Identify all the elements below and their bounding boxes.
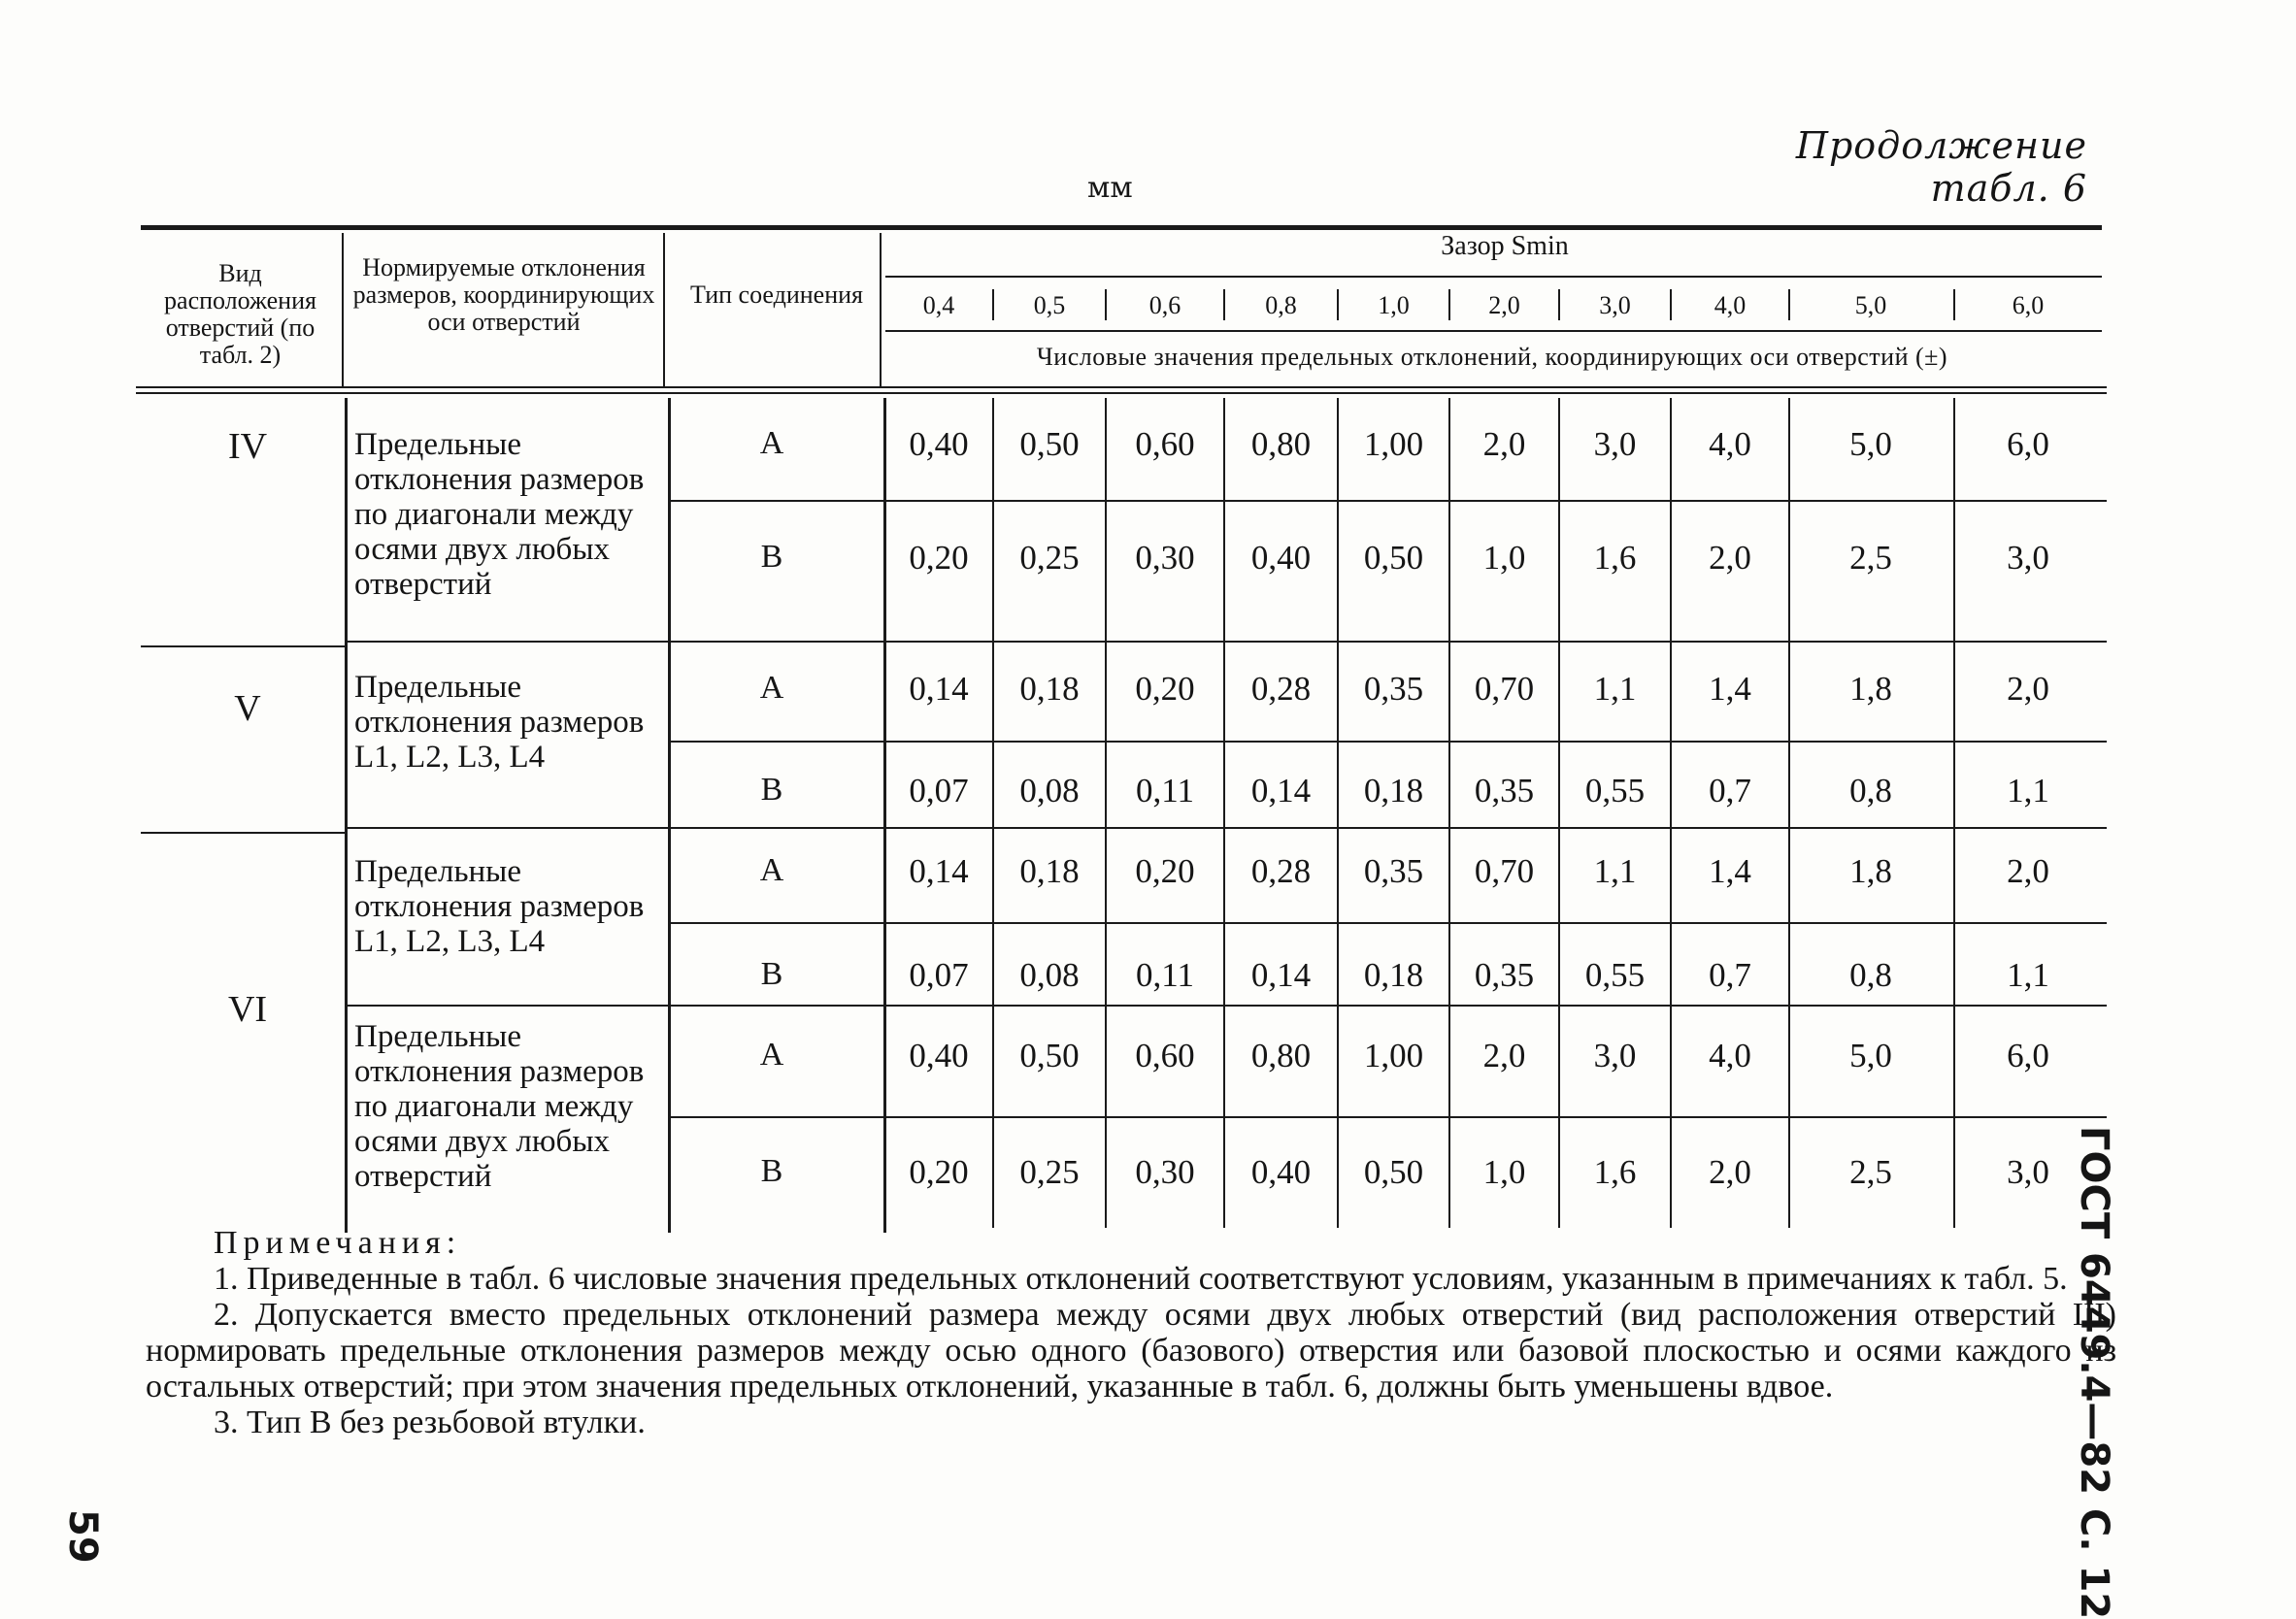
deviation-value: 0,40 — [1250, 539, 1312, 577]
deviation-value: 2,0 — [1709, 539, 1751, 577]
deviation-value: 6,0 — [2007, 1037, 2049, 1074]
connection-type: В — [760, 1153, 783, 1189]
deviation-value: 0,40 — [1250, 1153, 1312, 1191]
gap-divider — [992, 289, 994, 320]
deviation-value: 0,14 — [1250, 956, 1312, 994]
gap-value: 6,0 — [2012, 291, 2045, 319]
header-bottom-rule-2 — [136, 392, 2107, 394]
deviation-value: 0,8 — [1849, 956, 1892, 994]
row-rule — [348, 827, 2107, 829]
group-rule — [141, 645, 347, 647]
deviation-value: 0,40 — [909, 1037, 969, 1074]
gap-rule — [885, 276, 2102, 278]
body-divider — [883, 398, 886, 1233]
connection-type: А — [759, 425, 784, 461]
gap-divider — [1558, 289, 1560, 320]
deviation-value: 1,6 — [1593, 1153, 1637, 1191]
deviation-value: 4,0 — [1709, 1037, 1751, 1074]
numeric-caption: Числовые значения предельных отклонений, координирующих оси отверстий (±) — [1036, 343, 1948, 371]
deviation-description: Предельные отклонения размеров по диагонали между осями двух любых отверстий — [354, 1019, 645, 1194]
deviation-value: 5,0 — [1849, 425, 1892, 463]
deviation-value: 0,07 — [909, 956, 969, 994]
deviation-value: 0,70 — [1474, 852, 1535, 890]
connection-type: В — [760, 772, 783, 808]
gap-value: 5,0 — [1854, 291, 1887, 319]
gap-divider — [1953, 289, 1955, 320]
deviation-value: 0,8 — [1849, 772, 1892, 810]
deviation-value: 0,35 — [1474, 772, 1535, 810]
header-vid: Вид расположения отверстий (по табл. 2) — [164, 259, 316, 369]
group-rule — [141, 832, 347, 834]
deviation-value: 1,00 — [1363, 425, 1424, 463]
deviation-value: 1,1 — [2007, 956, 2049, 994]
header-divider — [342, 233, 344, 388]
header-gap: Зазор Smin — [1441, 231, 1569, 261]
body-divider — [992, 398, 994, 1228]
page-number: 59 — [60, 1509, 105, 1564]
deviation-value: 0,70 — [1474, 670, 1535, 708]
deviation-value: 0,25 — [1019, 1153, 1080, 1191]
deviation-value: 0,14 — [909, 852, 969, 890]
connection-type: А — [759, 1037, 784, 1073]
table-top-rule — [141, 225, 2102, 230]
gap-divider — [1670, 289, 1672, 320]
deviation-value: 1,00 — [1363, 1037, 1424, 1074]
note-1: 1. Приведенные в табл. 6 числовые значения предельных отклонений соответствуют условиям, указанным в примечаниях к табл. 5. — [214, 1261, 2068, 1297]
location-type: VI — [227, 989, 268, 1030]
gap-value: 4,0 — [1714, 291, 1747, 319]
deviation-description: Предельные отклонения размеров L1, L2, L3, L4 — [354, 670, 645, 775]
gap-divider — [1788, 289, 1790, 320]
deviation-value: 0,30 — [1135, 1153, 1195, 1191]
deviation-value: 0,14 — [1250, 772, 1312, 810]
body-divider — [345, 398, 348, 1233]
location-type: V — [234, 688, 261, 729]
deviation-value: 2,5 — [1849, 1153, 1892, 1191]
deviation-value: 0,25 — [1019, 539, 1080, 577]
connection-type: В — [760, 956, 783, 992]
body-divider — [668, 398, 671, 1233]
deviation-value: 0,28 — [1250, 852, 1312, 890]
header-divider — [663, 233, 665, 388]
deviation-value: 5,0 — [1849, 1037, 1892, 1074]
deviation-value: 2,0 — [1482, 1037, 1526, 1074]
deviation-value: 3,0 — [2007, 1153, 2049, 1191]
gap-values-rule — [885, 330, 2102, 332]
deviation-value: 4,0 — [1709, 425, 1751, 463]
row-rule — [348, 1005, 2107, 1007]
deviation-value: 1,1 — [2007, 772, 2049, 810]
deviation-value: 1,8 — [1849, 670, 1892, 708]
deviation-value: 0,50 — [1019, 1037, 1080, 1074]
deviation-value: 0,20 — [1135, 852, 1195, 890]
gap-value: 3,0 — [1599, 291, 1631, 319]
deviation-value: 1,0 — [1482, 539, 1526, 577]
deviation-value: 0,20 — [1135, 670, 1195, 708]
deviation-value: 0,60 — [1135, 1037, 1195, 1074]
row-rule — [670, 922, 2107, 924]
deviation-value: 1,4 — [1709, 852, 1751, 890]
note-3: 3. Тип В без резьбовой втулки. — [214, 1404, 646, 1440]
deviation-value: 0,07 — [909, 772, 969, 810]
deviation-value: 0,14 — [909, 670, 969, 708]
deviation-value: 0,7 — [1709, 772, 1751, 810]
deviation-value: 3,0 — [1593, 1037, 1637, 1074]
body-divider — [1337, 398, 1339, 1228]
deviation-value: 0,28 — [1250, 670, 1312, 708]
gap-divider — [1105, 289, 1107, 320]
notes — [146, 1225, 2116, 1440]
body-divider — [1105, 398, 1107, 1228]
body-divider — [1670, 398, 1672, 1228]
deviation-value: 1,1 — [1593, 852, 1637, 890]
gap-value: 0,4 — [922, 291, 955, 319]
deviation-value: 0,80 — [1250, 425, 1312, 463]
row-rule — [670, 500, 2107, 502]
deviation-value: 2,0 — [2007, 852, 2049, 890]
units-label: мм — [1087, 171, 1133, 205]
deviation-value: 0,40 — [909, 425, 969, 463]
deviation-value: 0,7 — [1709, 956, 1751, 994]
deviation-value: 0,30 — [1135, 539, 1195, 577]
deviation-value: 1,0 — [1482, 1153, 1526, 1191]
deviation-value: 0,55 — [1584, 956, 1646, 994]
deviation-value: 0,55 — [1584, 772, 1646, 810]
header-divider — [880, 233, 882, 388]
deviation-value: 3,0 — [2007, 539, 2049, 577]
header-bottom-rule-1 — [136, 386, 2107, 388]
deviation-value: 0,08 — [1019, 772, 1080, 810]
gap-value: 0,8 — [1265, 291, 1297, 319]
deviation-value: 0,80 — [1250, 1037, 1312, 1074]
body-divider — [1788, 398, 1790, 1228]
row-rule — [348, 641, 2107, 643]
header-type: Тип соединения — [689, 281, 863, 309]
gap-value: 1,0 — [1378, 291, 1410, 319]
note-2: 2. Допускается вместо предельных отклонений размера между осями двух любых отверстий (вид расположения отверстий III) нормировать предельные отклонения размеров между осью одного (базового) отверстия или базовой плоскостью и осями каждого из остальных отверстий; при этом значения предельных отклонений, указанные в табл. 6, должны быть уменьшены вдвое. — [146, 1297, 2116, 1404]
deviation-description: Предельные отклонения размеров по диагонали между осями двух любых отверстий — [354, 427, 645, 602]
deviation-value: 0,18 — [1019, 852, 1080, 890]
body-divider — [1558, 398, 1560, 1228]
gap-value: 0,6 — [1148, 291, 1181, 319]
gap-divider — [1223, 289, 1225, 320]
body-divider — [1223, 398, 1225, 1228]
row-rule — [670, 1116, 2107, 1118]
body-divider — [1953, 398, 1955, 1228]
connection-type: А — [759, 670, 784, 706]
deviation-value: 2,5 — [1849, 539, 1892, 577]
standard-designation: ГОСТ 6449.4—82 С. 12 — [2072, 1126, 2116, 1619]
deviation-value: 0,18 — [1363, 956, 1424, 994]
deviation-value: 0,18 — [1019, 670, 1080, 708]
deviation-value: 3,0 — [1593, 425, 1637, 463]
row-rule — [670, 741, 2107, 743]
connection-type: В — [760, 539, 783, 575]
continuation-title: Продолжение табл. 6 — [1795, 124, 2087, 210]
deviation-value: 0,60 — [1135, 425, 1195, 463]
location-type: IV — [227, 426, 268, 467]
deviation-value: 0,50 — [1363, 1153, 1424, 1191]
deviation-value: 0,18 — [1363, 772, 1424, 810]
deviation-value: 1,6 — [1593, 539, 1637, 577]
deviation-value: 0,35 — [1363, 852, 1424, 890]
deviation-value: 0,11 — [1136, 772, 1194, 810]
deviation-value: 2,0 — [1709, 1153, 1751, 1191]
deviation-value: 1,1 — [1593, 670, 1637, 708]
notes-heading: Примечания: — [214, 1225, 462, 1261]
deviation-value: 0,35 — [1363, 670, 1424, 708]
deviation-value: 0,20 — [909, 539, 969, 577]
deviation-value: 0,50 — [1363, 539, 1424, 577]
gap-divider — [1337, 289, 1339, 320]
deviation-value: 0,35 — [1474, 956, 1535, 994]
deviation-value: 0,11 — [1136, 956, 1194, 994]
connection-type: А — [759, 852, 784, 888]
deviation-value: 0,20 — [909, 1153, 969, 1191]
deviation-value: 1,4 — [1709, 670, 1751, 708]
gap-value: 2,0 — [1488, 291, 1520, 319]
deviation-value: 0,50 — [1019, 425, 1080, 463]
deviation-value: 0,08 — [1019, 956, 1080, 994]
deviation-value: 1,8 — [1849, 852, 1892, 890]
header-norm: Нормируемые отклонения размеров, координирующих оси отверстий — [352, 253, 655, 336]
deviation-value: 6,0 — [2007, 425, 2049, 463]
deviation-description: Предельные отклонения размеров L1, L2, L3, L4 — [354, 854, 645, 959]
body-divider — [1448, 398, 1450, 1228]
deviation-value: 2,0 — [1482, 425, 1526, 463]
gap-value: 0,5 — [1033, 291, 1066, 319]
deviation-value: 2,0 — [2007, 670, 2049, 708]
gap-divider — [1448, 289, 1450, 320]
